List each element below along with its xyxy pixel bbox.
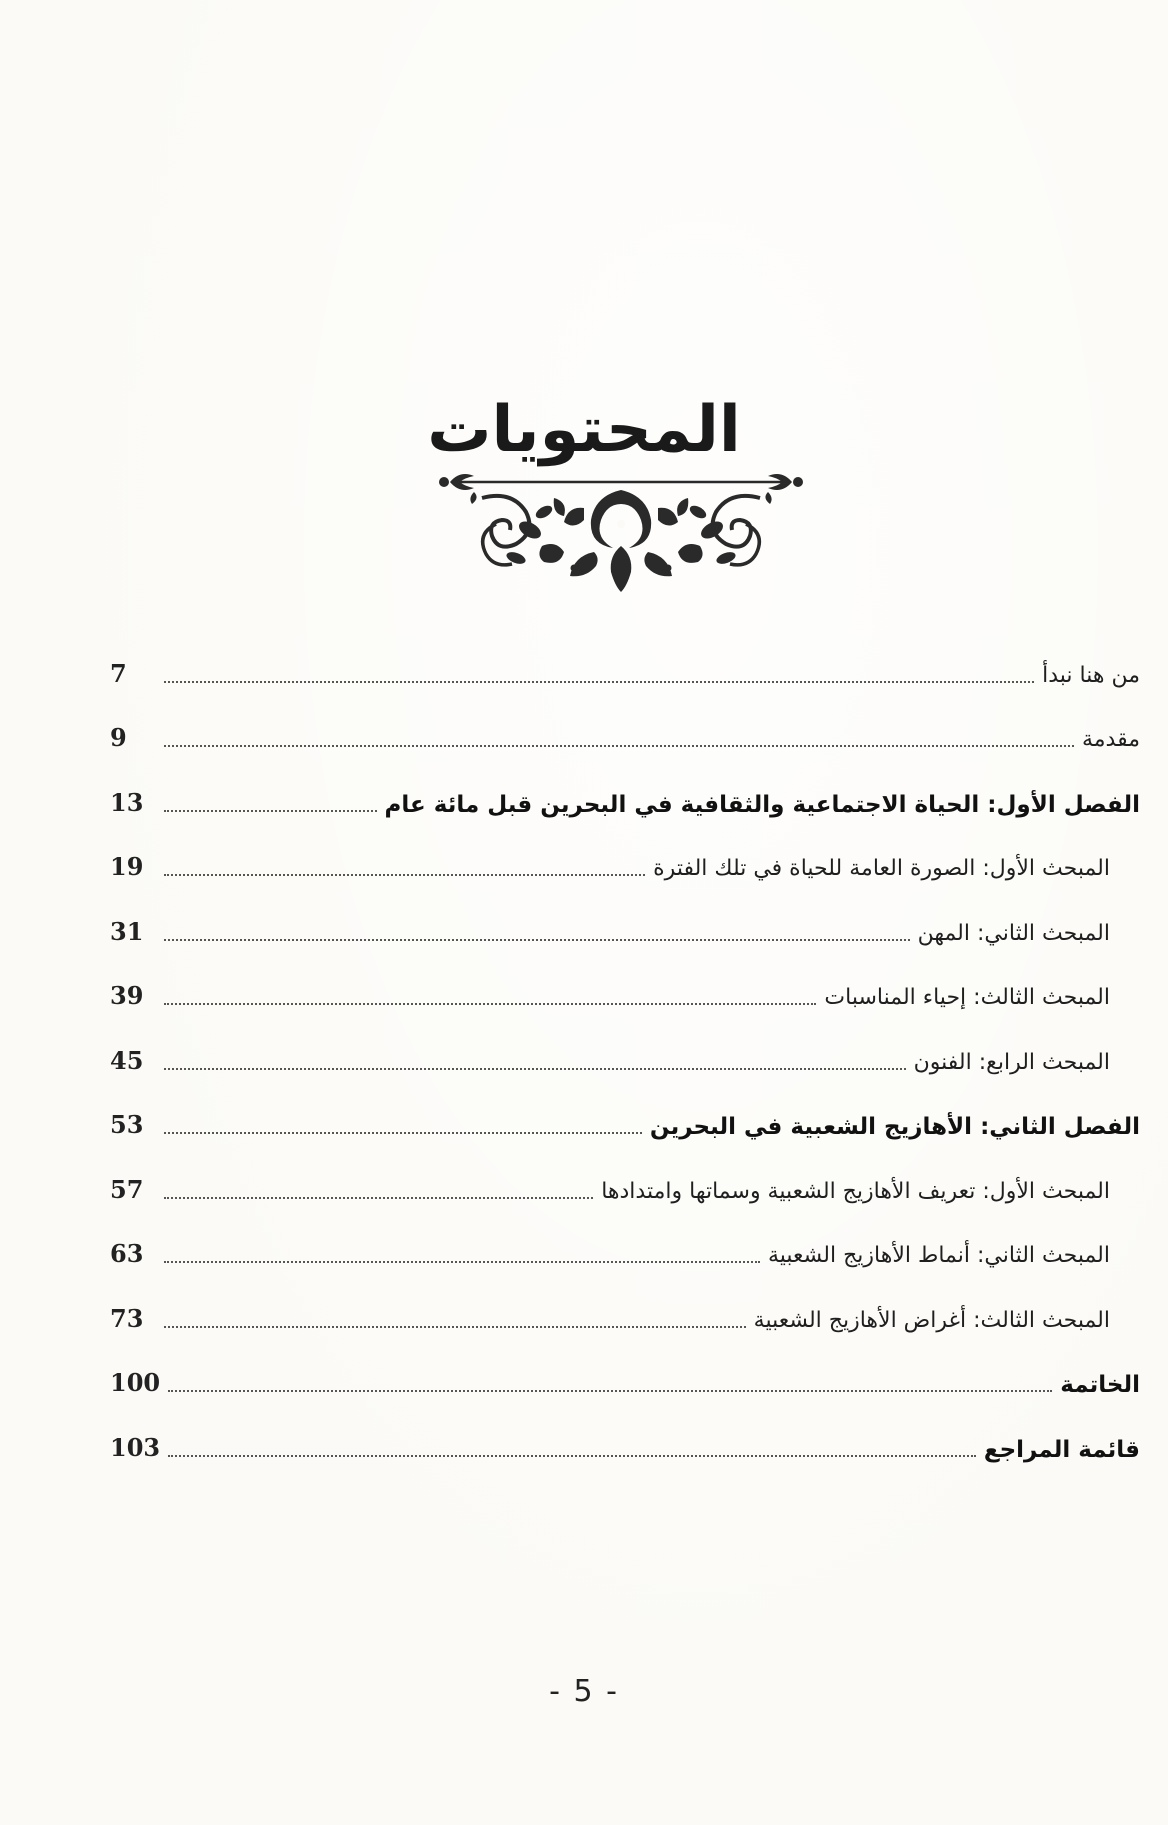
- toc-page-number: 7: [110, 658, 127, 688]
- toc-row[interactable]: [110, 1015, 1140, 1080]
- toc-entry-title: المبحث الثالث: إحياء المناسبات: [824, 985, 1110, 1010]
- toc-entry-title: الخاتمة: [1060, 1372, 1140, 1398]
- toc-row[interactable]: [110, 693, 1140, 758]
- toc-row[interactable]: [110, 1209, 1140, 1274]
- toc-leader-dots: [164, 810, 377, 812]
- toc-entry-title: المبحث الثاني: المهن: [917, 920, 1110, 946]
- toc-entry-title: من هنا نبدأ: [1042, 662, 1140, 688]
- toc-entry-title: المبحث الثالث: أغراض الأهازيج الشعبية: [753, 1307, 1110, 1333]
- toc-entry-title: الفصل الأول: الحياة الاجتماعية والثقافية في البحرين قبل مائة عام: [384, 791, 1140, 818]
- toc-entry-title: المبحث الأول: الصورة العامة للحياة في تلك الفترة: [653, 856, 1110, 881]
- toc-leader-dots: [168, 1455, 976, 1457]
- toc-page-number: 13: [110, 787, 144, 817]
- toc-page-number: 57: [110, 1174, 144, 1204]
- toc-page-number: 19: [110, 852, 144, 881]
- toc-row[interactable]: [110, 886, 1140, 951]
- toc-entry-title: المبحث الرابع: الفنون: [913, 1049, 1110, 1075]
- toc-entry-title: المبحث الأول: تعريف الأهازيج الشعبية وسماتها وامتدادها: [601, 1178, 1110, 1204]
- toc-row[interactable]: [110, 1338, 1140, 1403]
- toc-leader-dots: [164, 681, 1034, 683]
- toc-page-number: 73: [110, 1303, 144, 1333]
- toc-row[interactable]: [110, 757, 1140, 822]
- toc-row[interactable]: [110, 1080, 1140, 1145]
- toc-leader-dots: [164, 1326, 746, 1328]
- page-number: - 5 -: [549, 1674, 619, 1709]
- toc-page-number: 103: [110, 1432, 161, 1462]
- toc-page-number: 31: [110, 916, 144, 946]
- toc-leader-dots: [164, 1132, 642, 1134]
- toc-leader-dots: [164, 1003, 816, 1005]
- toc-page-number: 45: [110, 1045, 144, 1075]
- toc-leader-dots: [164, 874, 645, 876]
- toc-row[interactable]: [110, 951, 1140, 1016]
- toc-entry-title: قائمة المراجع: [983, 1436, 1140, 1463]
- toc-leader-dots: [164, 1261, 760, 1263]
- floral-divider-icon: [434, 468, 808, 594]
- toc-page-number: 39: [110, 981, 144, 1010]
- toc-row[interactable]: [110, 1144, 1140, 1209]
- toc-page-number: 53: [110, 1110, 144, 1139]
- toc-row[interactable]: [110, 628, 1140, 693]
- table-of-contents: [110, 628, 1140, 1467]
- toc-page-number: 63: [110, 1239, 144, 1268]
- toc-entry-title: مقدمة: [1081, 727, 1140, 752]
- toc-row[interactable]: [110, 822, 1140, 887]
- toc-entry-title: الفصل الثاني: الأهازيج الشعبية في البحرين: [649, 1114, 1140, 1140]
- toc-leader-dots: [164, 1068, 906, 1070]
- toc-entry-title: المبحث الثاني: أنماط الأهازيج الشعبية: [767, 1243, 1110, 1268]
- toc-leader-dots: [164, 939, 910, 941]
- page-title: المحتويات: [427, 393, 741, 467]
- toc-leader-dots: [164, 1197, 593, 1199]
- toc-leader-dots: [164, 745, 1074, 747]
- toc-page-number: 9: [110, 723, 127, 752]
- toc-page-number: 100: [110, 1368, 161, 1397]
- toc-leader-dots: [168, 1390, 1052, 1392]
- toc-row[interactable]: [110, 1402, 1140, 1467]
- toc-row[interactable]: [110, 1273, 1140, 1338]
